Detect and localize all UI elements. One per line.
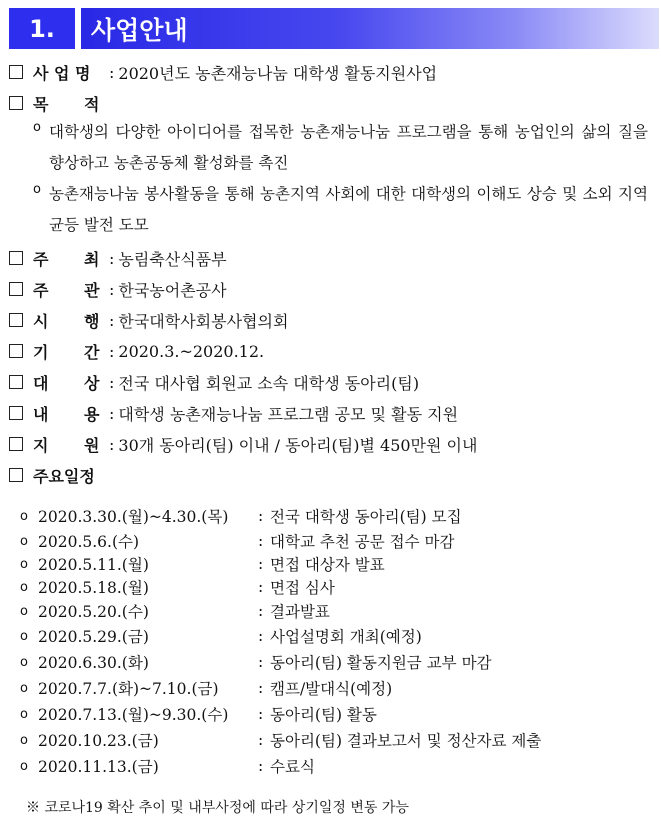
- field-period: [9, 339, 264, 363]
- field-label: 기 간: [33, 342, 100, 362]
- field-value: 대학생 농촌재능나눔 프로그램 공모 및 활동 지원: [118, 404, 459, 424]
- bullet-circle-icon: o: [20, 628, 28, 644]
- schedule-date: 2020.5.6.(수): [38, 533, 140, 551]
- schedule-date: 2020.6.30.(화): [38, 654, 149, 672]
- bullet-circle-icon: o: [20, 654, 28, 670]
- colon: :: [258, 653, 264, 671]
- field-schedule-heading: [9, 463, 95, 487]
- bullet-circle-icon: o: [33, 120, 41, 135]
- colon: :: [258, 532, 264, 550]
- schedule-date: 2020.3.30.(월)~4.30.(목): [38, 508, 229, 526]
- schedule-date: 2020.5.29.(금): [38, 628, 149, 646]
- field-label: 지 원: [33, 435, 100, 455]
- schedule-event: 결과발표: [270, 603, 330, 621]
- schedule-event: 전국 대학생 동아리(팀) 모집: [270, 508, 462, 526]
- checkbox-square-icon: [9, 375, 23, 389]
- field-label: 시 행: [33, 311, 100, 331]
- schedule-date: 2020.7.13.(월)~9.30.(수): [38, 706, 229, 724]
- schedule-row: [20, 576, 335, 598]
- schedule-row: [20, 755, 315, 777]
- schedule-event: 동아리(팀) 활동: [270, 706, 377, 724]
- schedule-row: [20, 677, 392, 699]
- schedule-date: 2020.10.23.(금): [38, 732, 159, 750]
- checkbox-square-icon: [9, 344, 23, 358]
- field-value: 2020.3.~2020.12.: [118, 341, 265, 361]
- section-title: 사업안내: [81, 8, 659, 49]
- colon: :: [258, 578, 264, 596]
- field-value: 한국농어촌공사: [118, 280, 227, 300]
- checkbox-square-icon: [9, 468, 23, 482]
- checkbox-square-icon: [9, 406, 23, 420]
- field-content: [9, 401, 458, 425]
- colon: :: [109, 248, 115, 268]
- schedule-date: 2020.5.18.(월): [38, 579, 149, 597]
- schedule-row: [20, 530, 454, 552]
- purpose-item: [33, 179, 648, 241]
- checkbox-square-icon: [9, 96, 23, 110]
- schedule-row: [20, 505, 462, 527]
- field-value: 30개 동아리(팀) 이내 / 동아리(팀)별 450만원 이내: [118, 435, 478, 455]
- field-project-name: [9, 60, 437, 84]
- colon: :: [109, 279, 115, 299]
- field-host: [9, 246, 227, 270]
- checkbox-square-icon: [9, 313, 23, 327]
- schedule-row: [20, 703, 377, 725]
- bullet-circle-icon: o: [33, 182, 41, 197]
- schedule-row: [20, 600, 330, 622]
- bullet-circle-icon: o: [20, 732, 28, 748]
- schedule-row: [20, 651, 492, 673]
- bullet-circle-icon: o: [20, 508, 28, 524]
- colon: :: [109, 434, 115, 454]
- schedule-event: 면접 심사: [270, 579, 335, 597]
- field-support: [9, 432, 477, 456]
- schedule-row: [20, 553, 385, 575]
- colon: :: [258, 705, 264, 723]
- section-number: 1.: [9, 8, 75, 49]
- schedule-row: [20, 625, 422, 647]
- colon: :: [258, 757, 264, 775]
- schedule-date: 2020.11.13.(금): [38, 758, 159, 776]
- colon: :: [109, 310, 115, 330]
- schedule-date: 2020.5.20.(수): [38, 603, 149, 621]
- field-purpose: [9, 91, 105, 115]
- section-header: [9, 8, 659, 49]
- field-value: 한국대학사회봉사협의회: [118, 311, 289, 331]
- checkbox-square-icon: [9, 282, 23, 296]
- schedule-row: [20, 729, 541, 751]
- colon: :: [258, 555, 264, 573]
- field-value: 농림축산식품부: [118, 249, 227, 269]
- bullet-circle-icon: o: [20, 556, 28, 572]
- purpose-text: 대학생의 다양한 아이디어를 접목한 농촌재능나눔 프로그램을 통해 농업인의 삶의 질을 향상하고 농촌공동체 활성화를 촉진: [49, 123, 648, 172]
- colon: :: [258, 507, 264, 525]
- colon: :: [258, 627, 264, 645]
- schedule-event: 캠프/발대식(예정): [270, 680, 393, 698]
- field-executor: [9, 308, 288, 332]
- schedule-event: 수료식: [270, 758, 315, 776]
- colon: :: [258, 731, 264, 749]
- field-label: 목 적: [33, 94, 100, 114]
- purpose-item: [33, 117, 648, 179]
- colon: :: [109, 372, 115, 392]
- footnote: ※ 코로나19 확산 추이 및 내부사정에 따라 상기일정 변동 가능: [26, 800, 409, 816]
- checkbox-square-icon: [9, 65, 23, 79]
- bullet-circle-icon: o: [20, 706, 28, 722]
- field-label: 주 관: [33, 280, 100, 300]
- bullet-circle-icon: o: [20, 603, 28, 619]
- schedule-date: 2020.5.11.(월): [38, 556, 149, 574]
- bullet-circle-icon: o: [20, 579, 28, 595]
- colon: :: [109, 62, 115, 82]
- schedule-event: 대학교 추천 공문 접수 마감: [270, 533, 455, 551]
- bullet-circle-icon: o: [20, 680, 28, 696]
- field-label: 주요일정: [33, 466, 95, 486]
- checkbox-square-icon: [9, 437, 23, 451]
- field-target: [9, 370, 419, 394]
- schedule-event: 동아리(팀) 활동지원금 교부 마감: [270, 654, 492, 672]
- bullet-circle-icon: o: [20, 758, 28, 774]
- purpose-text: 농촌재능나눔 봉사활동을 통해 농촌지역 사회에 대한 대학생의 이해도 상승 및 소외 지역 균등 발전 도모: [49, 185, 648, 234]
- schedule-event: 면접 대상자 발표: [270, 556, 385, 574]
- schedule-date: 2020.7.7.(화)~7.10.(금): [38, 680, 219, 698]
- bullet-circle-icon: o: [20, 533, 28, 549]
- checkbox-square-icon: [9, 251, 23, 265]
- field-label: 내 용: [33, 404, 100, 424]
- schedule-event: 동아리(팀) 결과보고서 및 정산자료 제출: [270, 732, 542, 750]
- field-value: 2020년도 농촌재능나눔 대학생 활동지원사업: [118, 63, 438, 83]
- colon: :: [258, 602, 264, 620]
- field-label: 사 업 명: [33, 63, 91, 83]
- field-organizer: [9, 277, 227, 301]
- colon: :: [258, 679, 264, 697]
- field-label: 주 최: [33, 249, 100, 269]
- colon: :: [109, 403, 115, 423]
- field-value: 전국 대사협 회원교 소속 대학생 동아리(팀): [118, 373, 420, 393]
- colon: :: [109, 341, 115, 361]
- schedule-event: 사업설명회 개최(예정): [270, 628, 422, 646]
- field-label: 대 상: [33, 373, 100, 393]
